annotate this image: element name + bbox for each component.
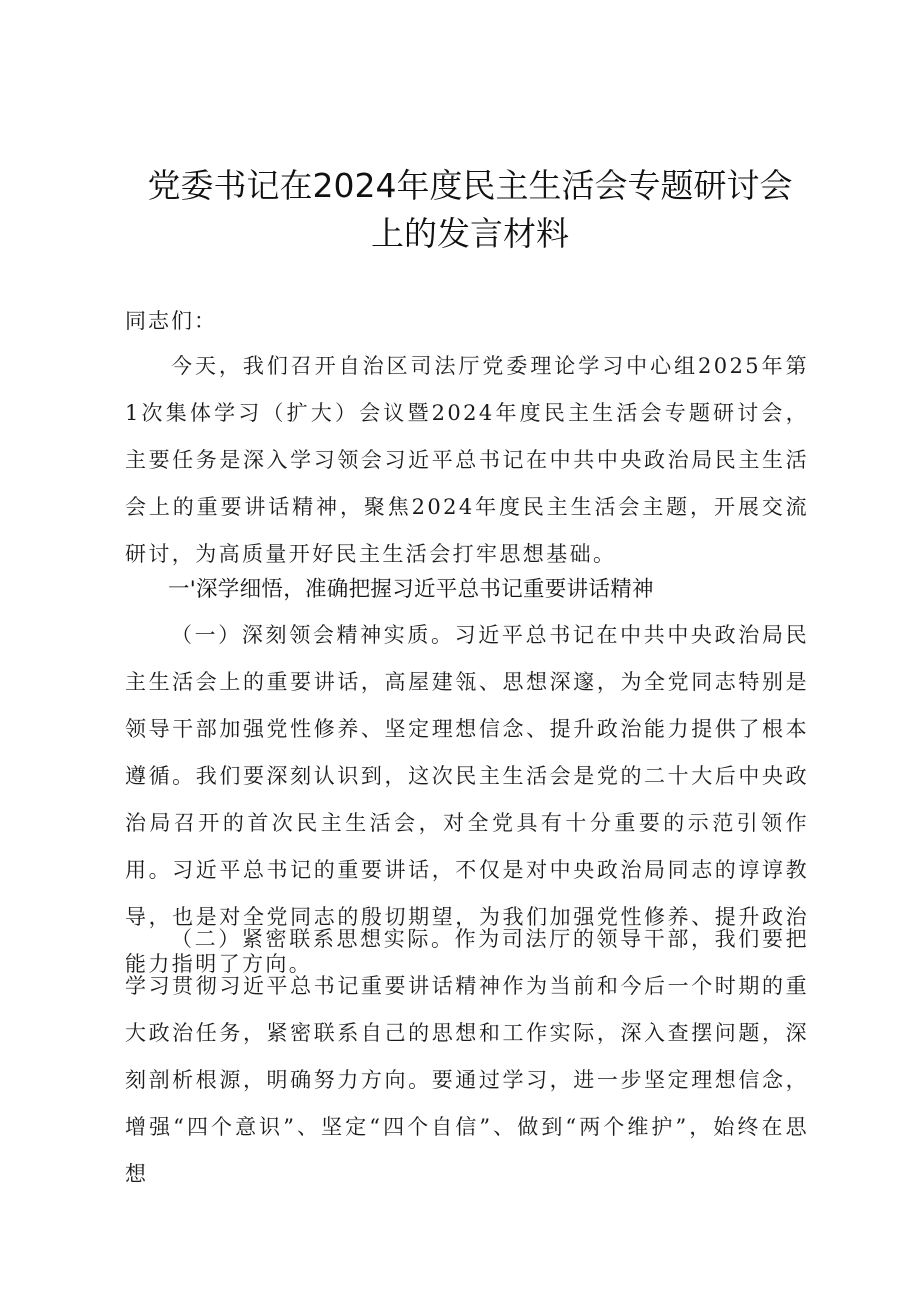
document-title-line-2: 上的发言材料 (371, 214, 569, 253)
section-1-item-2-paragraph: （二）紧密联系思想实际。作为司法厅的领导干部，我们要把学习贯彻习近平总书记重要讲话精神作为当前和今后一个时期的重大政治任务，紧密联系自己的思想和工作实际，深入查摆问题，深刻剖析根源，明确努力方向。要通过学习，进一步坚定理想信念，增强“四个意识”、坚定“四个自信”、做到“两个维护”，始终在思想 (125, 927, 809, 1186)
document-title-line-1: 党委书记在2024年度民主生活会专题研讨会 (147, 166, 793, 205)
section-1-item-1-paragraph: （一）深刻领会精神实质。习近平总书记在中共中央政治局民主生活会上的重要讲话，高屋建瓴、思想深邃，为全党同志特别是领导干部加强党性修养、坚定理想信念、提升政治能力提供了根本遵循。我们要深刻认识到，这次民主生活会是党的二十大后中央政治局召开的首次民主生活会，对全党具有十分重要的示范引领作用。习近平总书记的重要讲话，不仅是对中央政治局同志的谆谆教导，也是对全党同志的殷切期望，为我们加强党性修养、提升政治能力指明了方向。 (125, 623, 809, 976)
greeting: 同志们： (125, 309, 217, 333)
intro-paragraph: 今天，我们召开自治区司法厅党委理论学习中心组2025年第1次集体学习（扩大）会议暨2024年度民主生活会专题研讨会，主要任务是深入学习领会习近平总书记在中共中央政治局民主生活会上的重要讲话精神，聚焦2024年度民主生活会主题，开展交流研讨，为高质量开好民主生活会打牢思想基础。 (125, 354, 809, 566)
section-1-heading: 一'深学细悟，准确把握习近平总书记重要讲话精神 (168, 577, 654, 602)
